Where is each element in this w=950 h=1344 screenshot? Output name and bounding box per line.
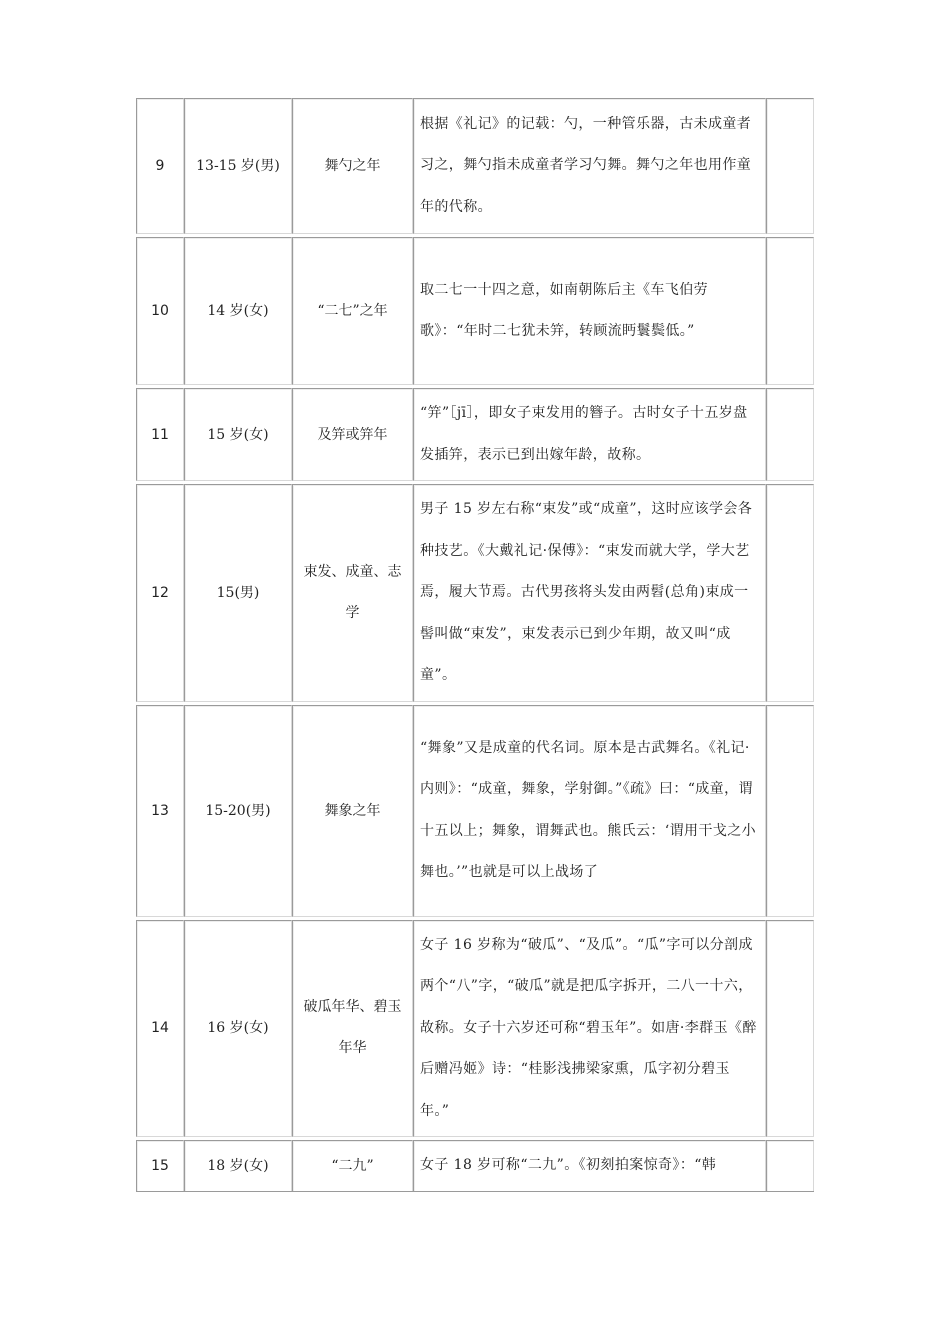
age-cell: 18 岁(女): [184, 1140, 292, 1192]
row-number: 15: [136, 1140, 184, 1192]
term-cell: 舞象之年: [292, 705, 413, 917]
age-cell: 15(男): [184, 484, 292, 702]
term-cell: 破瓜年华、碧玉年华: [292, 920, 413, 1138]
table-row: [136, 1140, 814, 1192]
table-row: [136, 920, 814, 1138]
description-cell: 女子 18 岁可称“二九”。《初刻拍案惊奇》：“韩: [413, 1140, 766, 1192]
empty-cell: [766, 98, 814, 234]
description-cell: “笄”［jī］，即女子束发用的簪子。古时女子十五岁盘发插笄，表示已到出嫁年龄，故称。: [413, 388, 766, 481]
row-number: 10: [136, 237, 184, 385]
empty-cell: [766, 705, 814, 917]
table-row: [136, 388, 814, 481]
description-cell: 女子 16 岁称为“破瓜”、“及瓜”。“瓜”字可以分剖成两个“八”字，“破瓜”就是把瓜字拆开，二八一十六，故称。女子十六岁还可称“碧玉年”。如唐·李群玉《醉后赠冯姬》诗：“桂影浅拂梁家熏，瓜字初分碧玉年。”: [413, 920, 766, 1138]
empty-cell: [766, 388, 814, 481]
term-cell: 及笄或笄年: [292, 388, 413, 481]
age-cell: 15-20(男): [184, 705, 292, 917]
age-terms-table: [136, 98, 814, 1192]
description-cell: 根据《礼记》的记载：勺，一种管乐器，古未成童者习之，舞勺指未成童者学习勺舞。舞勺之年也用作童年的代称。: [413, 98, 766, 234]
description-cell: 取二七一十四之意，如南朝陈后主《车飞伯劳歌》：“年时二七犹未笄，转顾流眄鬟鬓低。”: [413, 237, 766, 385]
table-row: [136, 705, 814, 917]
term-cell: “二七”之年: [292, 237, 413, 385]
table-row: [136, 484, 814, 702]
age-cell: 16 岁(女): [184, 920, 292, 1138]
row-number: 11: [136, 388, 184, 481]
table-row: [136, 98, 814, 234]
table-row: [136, 237, 814, 385]
empty-cell: [766, 1140, 814, 1192]
empty-cell: [766, 484, 814, 702]
row-number: 9: [136, 98, 184, 234]
age-cell: 13-15 岁(男): [184, 98, 292, 234]
term-cell: “二九”: [292, 1140, 413, 1192]
row-number: 14: [136, 920, 184, 1138]
row-number: 12: [136, 484, 184, 702]
table-bottom-rule: [136, 1191, 814, 1192]
age-terms-table-page: [136, 98, 814, 1192]
age-cell: 15 岁(女): [184, 388, 292, 481]
empty-cell: [766, 920, 814, 1138]
term-cell: 舞勺之年: [292, 98, 413, 234]
term-cell: 束发、成童、志学: [292, 484, 413, 702]
row-number: 13: [136, 705, 184, 917]
age-cell: 14 岁(女): [184, 237, 292, 385]
description-cell: 男子 15 岁左右称“束发”或“成童”，这时应该学会各种技艺。《大戴礼记·保傅》：“束发而就大学，学大艺焉，履大节焉。古代男孩将头发由两髫(总角)束成一髻叫做“束发”，束发表示已到少年期，故又叫“成童”。: [413, 484, 766, 702]
description-cell: “舞象”又是成童的代名词。原本是古武舞名。《礼记·内则》：“成童，舞象，学射御。”《疏》曰：“成童，谓十五以上；舞象，谓舞武也。熊氏云：‘谓用干戈之小舞也。’”也就是可以上战场了: [413, 705, 766, 917]
empty-cell: [766, 237, 814, 385]
